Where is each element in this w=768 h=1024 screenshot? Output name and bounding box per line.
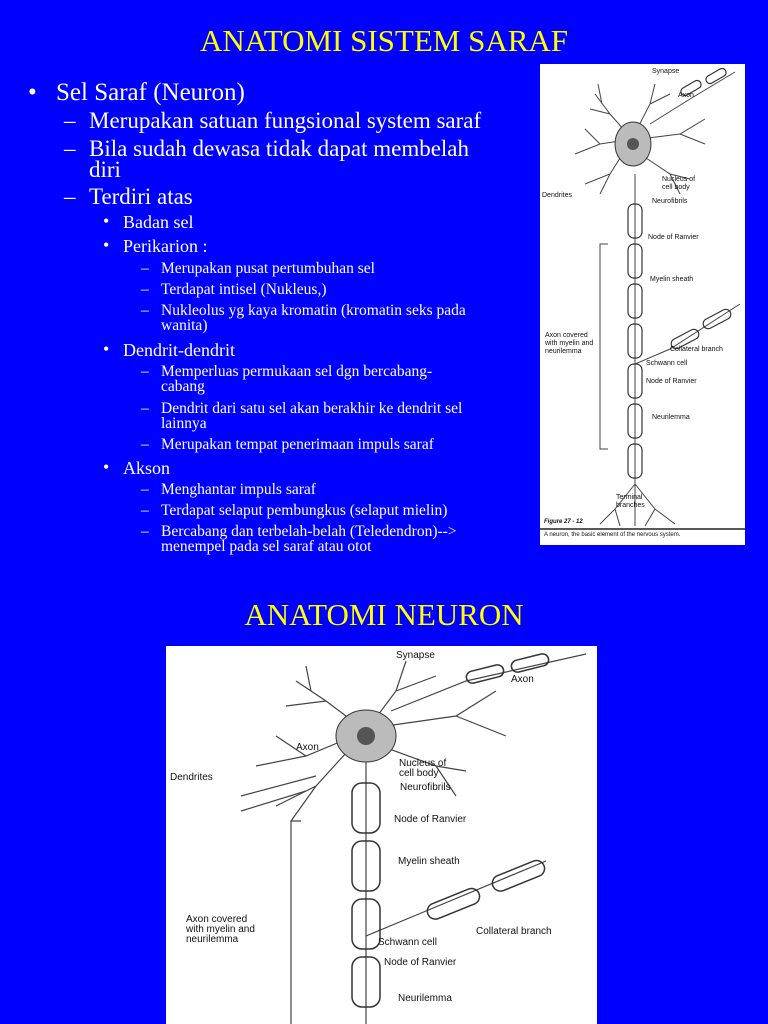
fig-label: Axon covered xyxy=(186,914,248,925)
dash-marker: – xyxy=(141,260,149,277)
fig-label: Collateral branch xyxy=(476,926,552,937)
perikarion-item: Nukleolus yg kaya kromatin (kromatin seks pada xyxy=(161,302,466,319)
neuron-diagram-small xyxy=(540,64,745,545)
fig-label: Node of Ranvier xyxy=(648,234,699,241)
fig-label: Terminal xyxy=(616,494,643,501)
fig-label: neurilemma xyxy=(186,934,239,945)
fig-label: Neurofibrils xyxy=(400,782,451,793)
dash-marker: – xyxy=(64,108,76,133)
fig-label: with myelin and xyxy=(545,340,594,347)
item-membelah-cont: diri xyxy=(89,157,121,182)
dash-marker: – xyxy=(141,363,149,380)
dash-marker: – xyxy=(141,400,149,417)
perikarion-item-cont: wanita) xyxy=(161,317,208,334)
neuron-figure-large xyxy=(166,646,597,1024)
bullet-dot: • xyxy=(28,79,37,106)
fig-label: branches xyxy=(616,502,645,509)
figure-caption: A neuron, the basic element of the nervous system. xyxy=(544,532,681,538)
fig-label: Schwann cell xyxy=(646,360,688,367)
perikarion-item: Merupakan pusat pertumbuhan sel xyxy=(161,260,375,277)
slide-title-2: ANATOMI NEURON xyxy=(244,597,524,632)
dendrit-item: Memperluas permukaan sel dgn bercabang- xyxy=(161,363,433,380)
neuron-figure-small xyxy=(540,64,745,545)
perikarion-item: Terdapat intisel (Nukleus,) xyxy=(161,281,327,298)
dash-marker: – xyxy=(64,136,76,161)
dash-marker: – xyxy=(141,481,149,498)
bullet-dot: • xyxy=(103,211,110,231)
neuron-diagram-large xyxy=(166,646,597,1024)
fig-label: Nucleus of xyxy=(399,758,447,769)
dash-marker: – xyxy=(141,523,149,540)
dash-marker: – xyxy=(141,502,149,519)
akson-item: Terdapat selaput pembungkus (selaput mielin) xyxy=(161,502,448,519)
fig-label: Node of Ranvier xyxy=(384,957,457,968)
fig-label: Neurilemma xyxy=(398,993,452,1004)
figure-number: Figure 27 - 12 xyxy=(544,519,583,525)
fig-label: Schwann cell xyxy=(378,937,437,948)
fig-label: Collateral branch xyxy=(670,346,723,353)
sub-badan-sel: Badan sel xyxy=(123,212,194,232)
akson-item: Menghantar impuls saraf xyxy=(161,481,316,498)
bullet-dot: • xyxy=(103,235,110,255)
dash-marker: – xyxy=(64,184,76,209)
fig-label: Myelin sheath xyxy=(650,276,694,283)
fig-label: Axon xyxy=(678,92,694,99)
bullet-dot: • xyxy=(103,457,110,477)
bullet-dot: • xyxy=(103,339,110,359)
dash-marker: – xyxy=(141,281,149,298)
dendrit-item: Merupakan tempat penerimaan impuls saraf xyxy=(161,436,434,453)
dendrit-item-cont: cabang xyxy=(161,378,205,395)
item-terdiri: Terdiri atas xyxy=(89,184,193,209)
fig-label: Axon xyxy=(296,742,319,753)
fig-label: Dendrites xyxy=(542,192,572,199)
fig-label: with myelin and xyxy=(186,924,255,935)
sub-akson: Akson xyxy=(123,458,171,478)
fig-label: Synapse xyxy=(396,650,435,661)
dendrit-item: Dendrit dari satu sel akan berakhir ke dendrit sel xyxy=(161,400,463,417)
dendrit-item-cont: lainnya xyxy=(161,415,207,432)
fig-label: Axon covered xyxy=(545,332,588,339)
fig-label: Nucleus of xyxy=(662,176,696,183)
akson-item-cont: menempel pada sel saraf atau otot xyxy=(161,538,372,555)
dash-marker: – xyxy=(141,302,149,319)
fig-label: Neurofibrils xyxy=(652,198,688,205)
fig-label: Dendrites xyxy=(170,772,213,783)
sub-dendrit: Dendrit-dendrit xyxy=(123,340,235,360)
item-satuan: Merupakan satuan fungsional system saraf xyxy=(89,108,482,133)
fig-label: Axon xyxy=(511,674,534,685)
sub-perikarion: Perikarion : xyxy=(123,236,208,256)
dash-marker: – xyxy=(141,436,149,453)
fig-label: Synapse xyxy=(652,68,680,75)
bullet-neuron: Sel Saraf (Neuron) xyxy=(56,79,245,106)
fig-label: Neurilemma xyxy=(652,414,690,421)
fig-label: Myelin sheath xyxy=(398,856,460,867)
fig-label: Node of Ranvier xyxy=(394,814,467,825)
fig-label: cell body xyxy=(662,184,690,191)
fig-label: cell body xyxy=(399,768,439,779)
fig-label: neurilemma xyxy=(545,348,582,355)
item-membelah: Bila sudah dewasa tidak dapat membelah xyxy=(89,136,470,161)
slide-title: ANATOMI SISTEM SARAF xyxy=(199,23,569,58)
akson-item: Bercabang dan terbelah-belah (Teledendron)--> xyxy=(161,523,457,540)
fig-label: Node of Ranvier xyxy=(646,378,697,385)
